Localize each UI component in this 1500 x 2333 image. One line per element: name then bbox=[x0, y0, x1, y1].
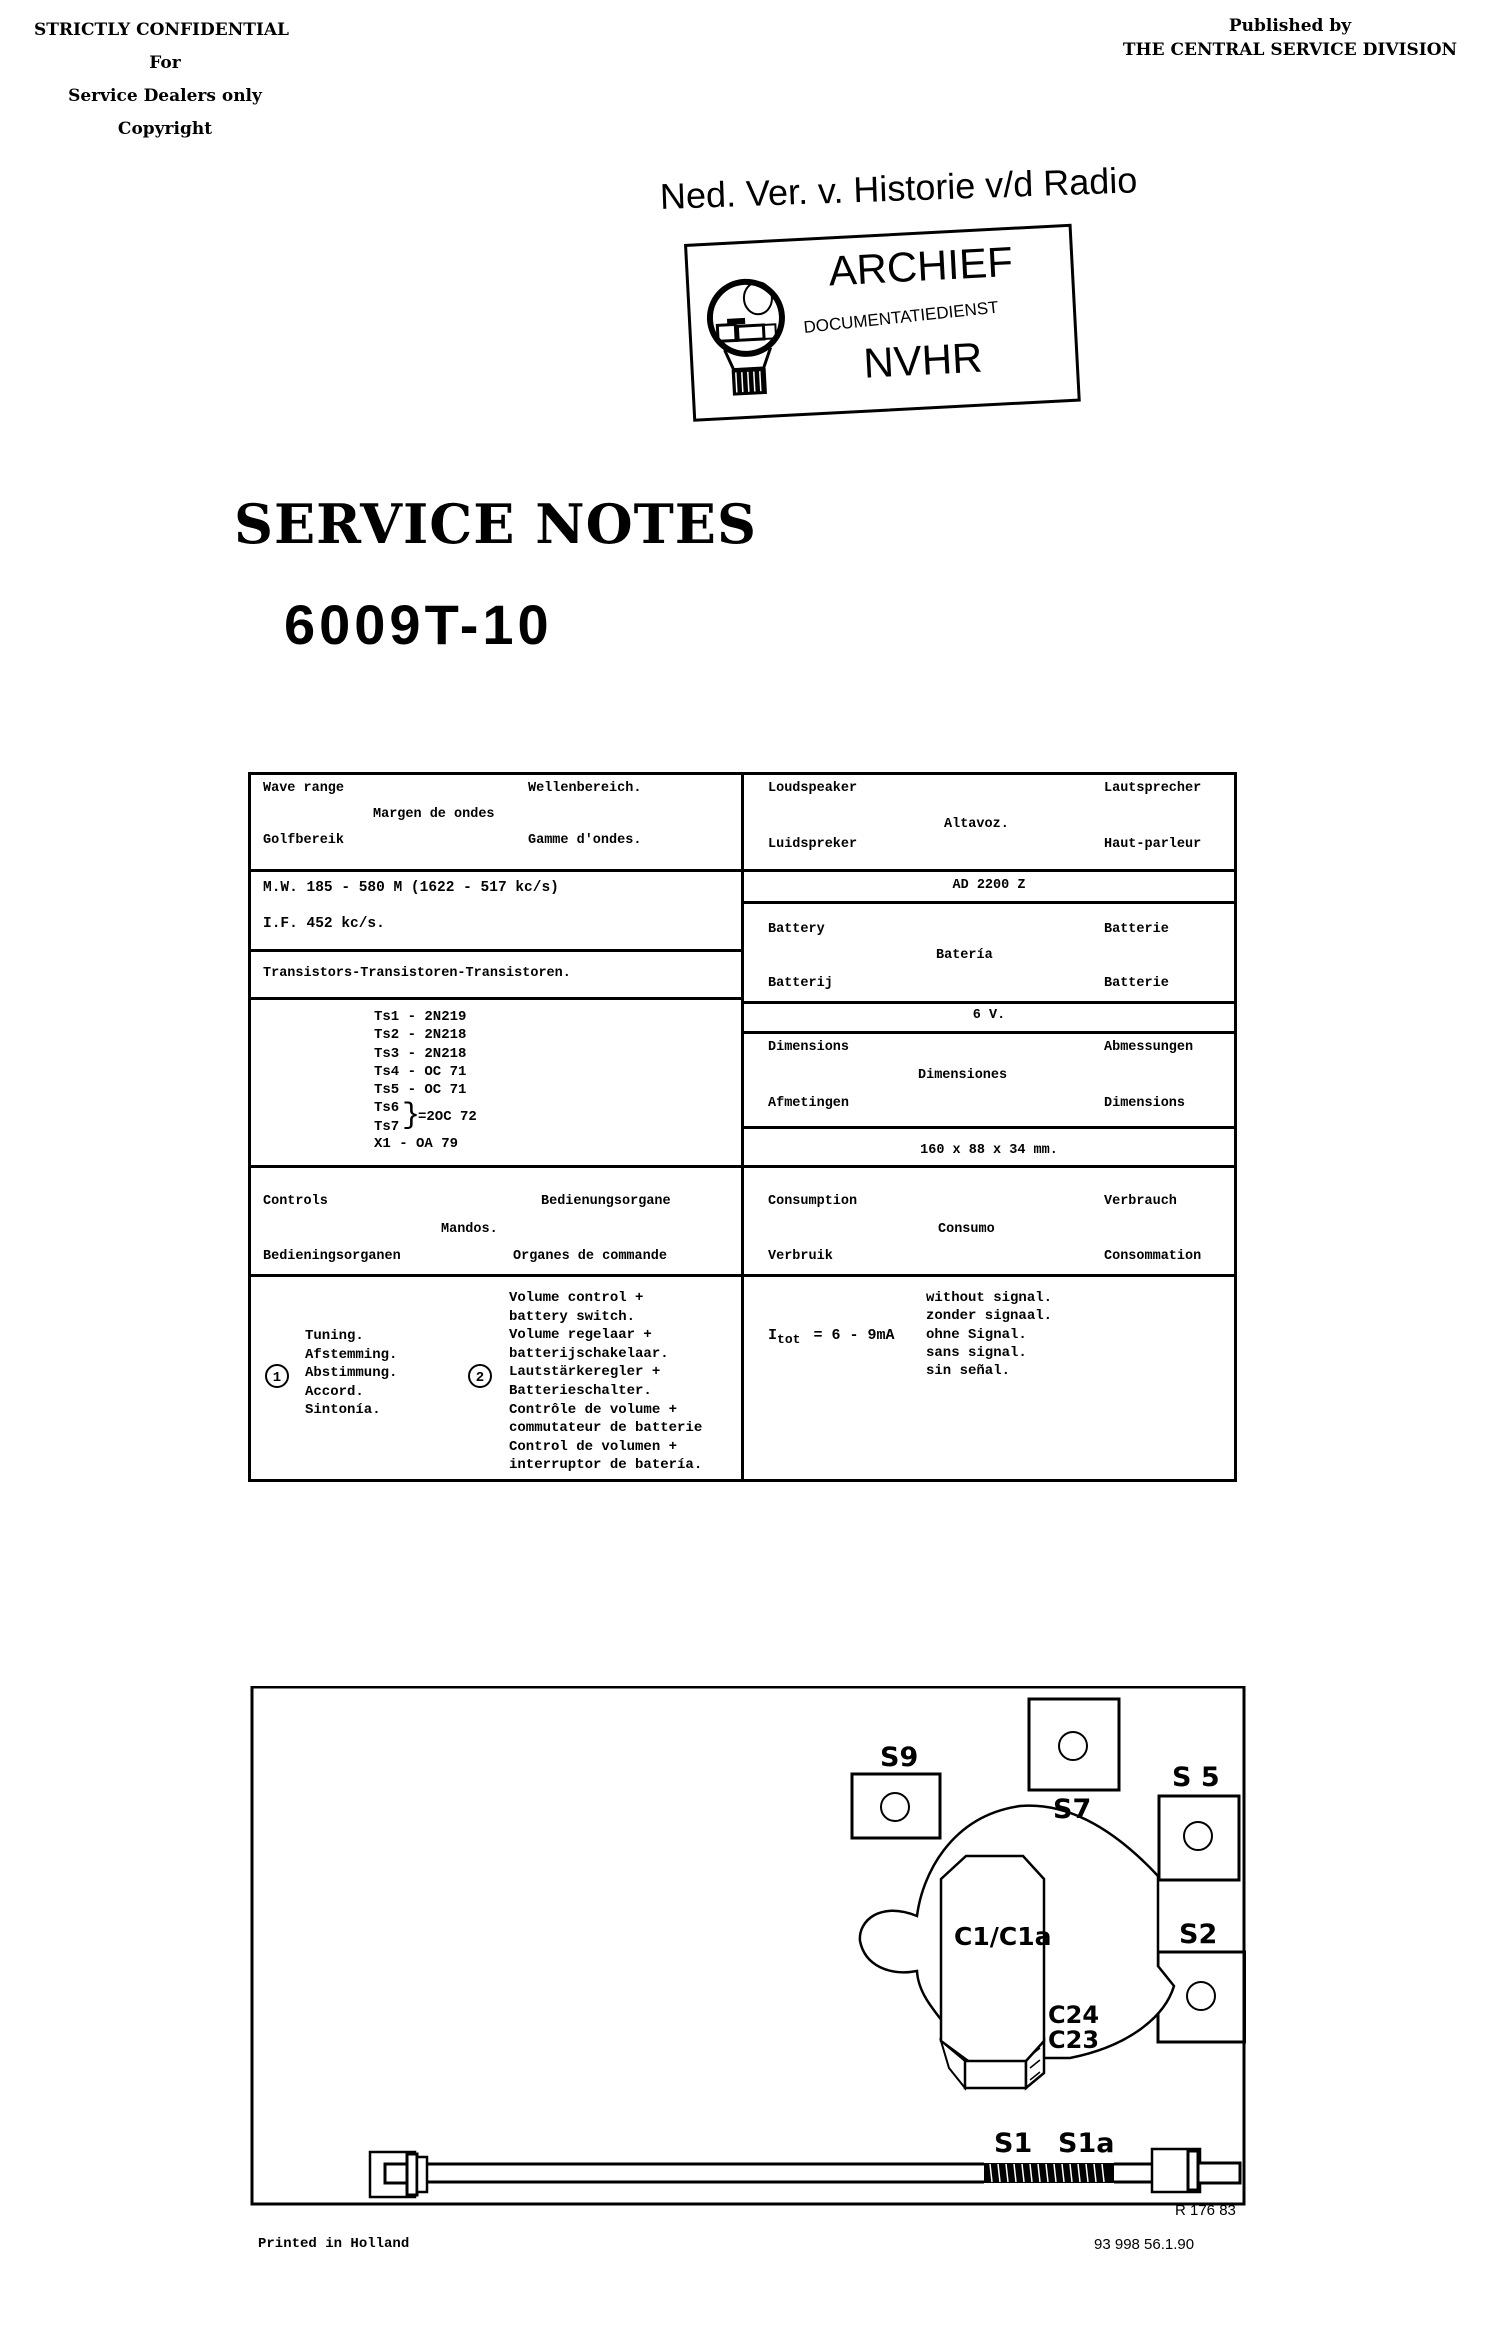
condition-line: without signal. bbox=[926, 1290, 1053, 1306]
transistor-item: Ts5 - OC 71 bbox=[374, 1082, 467, 1099]
label-en: Controls bbox=[263, 1194, 328, 1209]
spec-column-left bbox=[251, 775, 744, 1479]
publisher-notice bbox=[1100, 14, 1480, 62]
battery-value bbox=[744, 1004, 1234, 1034]
transistor-lines bbox=[374, 1008, 477, 1154]
label-nl: Batterij bbox=[768, 976, 833, 991]
label-s1a: S1a bbox=[1058, 2128, 1115, 2159]
label-fr: Organes de commande bbox=[513, 1249, 667, 1264]
if-frequency: I.F. 452 kc/s. bbox=[263, 916, 385, 932]
label-es: Batería bbox=[936, 948, 993, 963]
label-s5: S 5 bbox=[1172, 1762, 1220, 1793]
desc-line: Tuning. bbox=[305, 1328, 364, 1344]
transistor-list bbox=[251, 1000, 741, 1168]
notice-line: STRICTLY CONFIDENTIAL bbox=[34, 20, 289, 40]
wave-range-values bbox=[251, 872, 741, 952]
label-en: Consumption bbox=[768, 1194, 858, 1209]
signal-conditions bbox=[926, 1289, 1052, 1380]
component-layout-drawing bbox=[250, 1686, 1246, 2206]
current-subscript: tot bbox=[777, 1332, 801, 1347]
transistor-pair bbox=[374, 1099, 477, 1135]
label-de: Lautsprecher bbox=[1104, 781, 1202, 796]
dimensions-header bbox=[744, 1034, 1234, 1129]
label-de: Bedienungsorgane bbox=[541, 1194, 671, 1209]
label-fr: Dimensions bbox=[1104, 1096, 1186, 1111]
label-en: Wave range bbox=[263, 781, 345, 796]
label-es: Mandos. bbox=[441, 1222, 498, 1237]
loudspeaker-header bbox=[744, 775, 1234, 872]
battery-header bbox=[744, 904, 1234, 1004]
notice-line: Copyright bbox=[117, 119, 213, 139]
label-es: Dimensiones bbox=[918, 1068, 1008, 1083]
drawing-reference: R 176 83 bbox=[1175, 2202, 1236, 2219]
archive-stamp bbox=[684, 224, 1081, 422]
transistor-item: Ts2 - 2N218 bbox=[374, 1027, 467, 1044]
label-en: Loudspeaker bbox=[768, 781, 858, 796]
printed-in: Printed in Holland bbox=[258, 2236, 410, 2252]
stamp-nvhr: NVHR bbox=[862, 333, 984, 387]
label-de: Batterie bbox=[1104, 922, 1169, 937]
publisher-line: THE CENTRAL SERVICE DIVISION bbox=[1122, 40, 1458, 60]
label-nl: Bedieningsorganen bbox=[263, 1249, 401, 1264]
control-2-description bbox=[509, 1289, 702, 1475]
consumption-header bbox=[744, 1168, 1234, 1277]
control-number-1-icon: 1 bbox=[265, 1364, 289, 1388]
control-1-description bbox=[305, 1327, 397, 1420]
desc-line: Abstimmung. bbox=[305, 1365, 398, 1381]
label-s7: S7 bbox=[1053, 1794, 1092, 1825]
label-de: Verbrauch bbox=[1104, 1194, 1177, 1209]
bracket-icon: } bbox=[402, 1099, 421, 1134]
controls-header bbox=[251, 1168, 741, 1277]
desc-line: Volume control + bbox=[509, 1290, 644, 1306]
desc-line: Batterieschalter. bbox=[509, 1382, 652, 1399]
label-fr: Consommation bbox=[1104, 1249, 1202, 1264]
desc-line: batterijschakelaar. bbox=[509, 1345, 669, 1362]
radio-valve-logo-icon bbox=[698, 252, 796, 407]
desc-line: Afstemming. bbox=[305, 1346, 398, 1363]
label-nl: Golfbereik bbox=[263, 833, 345, 848]
label-fr: Gamme d'ondes. bbox=[528, 833, 642, 848]
label-es: Consumo bbox=[938, 1222, 995, 1237]
transistor-item: Ts4 - OC 71 bbox=[374, 1063, 467, 1080]
notice-line: Service Dealers only bbox=[68, 86, 262, 106]
dimensions-value bbox=[744, 1129, 1234, 1168]
current-symbol: I bbox=[768, 1327, 778, 1344]
stamp-archief: ARCHIEF bbox=[827, 237, 1014, 295]
publisher-line: Published by bbox=[1228, 16, 1352, 36]
current-formula bbox=[768, 1327, 894, 1347]
transistor-item: Ts7 bbox=[374, 1118, 400, 1135]
current-value: = 6 - 9mA bbox=[813, 1327, 895, 1344]
condition-line: sin señal. bbox=[926, 1363, 1011, 1380]
condition-line: sans signal. bbox=[926, 1344, 1027, 1361]
desc-line: Volume regelaar + bbox=[509, 1327, 652, 1344]
label-nl: Verbruik bbox=[768, 1249, 833, 1264]
loudspeaker-type: AD 2200 Z bbox=[952, 878, 1026, 893]
label-en: Dimensions bbox=[768, 1040, 850, 1055]
model-number: 6009T-10 bbox=[284, 593, 553, 656]
condition-line: ohne Signal. bbox=[926, 1326, 1027, 1343]
document-title: SERVICE NOTES bbox=[234, 492, 757, 556]
label-s1: S1 bbox=[994, 2128, 1033, 2159]
dimensions-size: 160 x 88 x 34 mm. bbox=[920, 1143, 1058, 1158]
confidentiality-notice bbox=[20, 14, 310, 146]
desc-line: Contrôle de volume + bbox=[509, 1401, 678, 1418]
transistors-heading: Transistors-Transistoren-Transistoren. bbox=[263, 966, 571, 981]
desc-line: commutateur de batterie bbox=[509, 1420, 703, 1437]
label-es: Margen de ondes bbox=[373, 807, 495, 822]
condition-line: zonder signaal. bbox=[926, 1308, 1053, 1325]
label-nl: Afmetingen bbox=[768, 1096, 850, 1111]
stamp-dienst: DOCUMENTATIEDIENST bbox=[802, 297, 1000, 337]
label-de: Abmessungen bbox=[1104, 1040, 1194, 1055]
wave-range-header bbox=[251, 775, 741, 872]
controls-detail bbox=[251, 1277, 741, 1479]
mw-range: M.W. 185 - 580 M (1622 - 517 kc/s) bbox=[263, 880, 559, 896]
desc-line: interruptor de batería. bbox=[509, 1457, 703, 1474]
transistor-item: Ts1 - 2N219 bbox=[374, 1009, 467, 1025]
desc-line: Lautstärkeregler + bbox=[509, 1364, 661, 1381]
label-c1-c1a: C1/C1a bbox=[954, 1922, 1052, 1951]
notice-line: For bbox=[149, 53, 181, 73]
desc-line: Control de volumen + bbox=[509, 1438, 678, 1455]
transistor-pair-type: =2OC 72 bbox=[418, 1109, 477, 1126]
label-c23: C23 bbox=[1048, 2026, 1100, 2054]
transistor-item: Ts6 bbox=[374, 1100, 400, 1117]
label-fr: Batterie bbox=[1104, 976, 1169, 991]
battery-voltage: 6 V. bbox=[972, 1008, 1006, 1023]
consumption-detail bbox=[744, 1277, 1234, 1479]
transistor-item: X1 - OA 79 bbox=[374, 1136, 459, 1153]
desc-line: Accord. bbox=[305, 1383, 364, 1400]
label-s2: S2 bbox=[1179, 1919, 1218, 1950]
label-es: Altavoz. bbox=[944, 817, 1009, 832]
control-number-2-icon: 2 bbox=[468, 1364, 492, 1388]
loudspeaker-value bbox=[744, 872, 1234, 904]
document-code: 93 998 56.1.90 bbox=[1094, 2236, 1195, 2253]
label-de: Wellenbereich. bbox=[528, 781, 642, 796]
label-en: Battery bbox=[768, 922, 825, 937]
label-nl: Luidspreker bbox=[768, 837, 858, 852]
label-c24: C24 bbox=[1048, 2001, 1100, 2029]
archive-heading: Ned. Ver. v. Historie v/d Radio bbox=[659, 159, 1138, 217]
specifications-table bbox=[248, 772, 1237, 1482]
label-s9: S9 bbox=[880, 1742, 919, 1773]
spec-column-right bbox=[744, 775, 1234, 1479]
transistor-item: Ts3 - 2N218 bbox=[374, 1045, 467, 1062]
transistors-header bbox=[251, 952, 741, 1000]
label-fr: Haut-parleur bbox=[1104, 837, 1202, 852]
desc-line: Sintonía. bbox=[305, 1402, 381, 1418]
desc-line: battery switch. bbox=[509, 1308, 636, 1325]
